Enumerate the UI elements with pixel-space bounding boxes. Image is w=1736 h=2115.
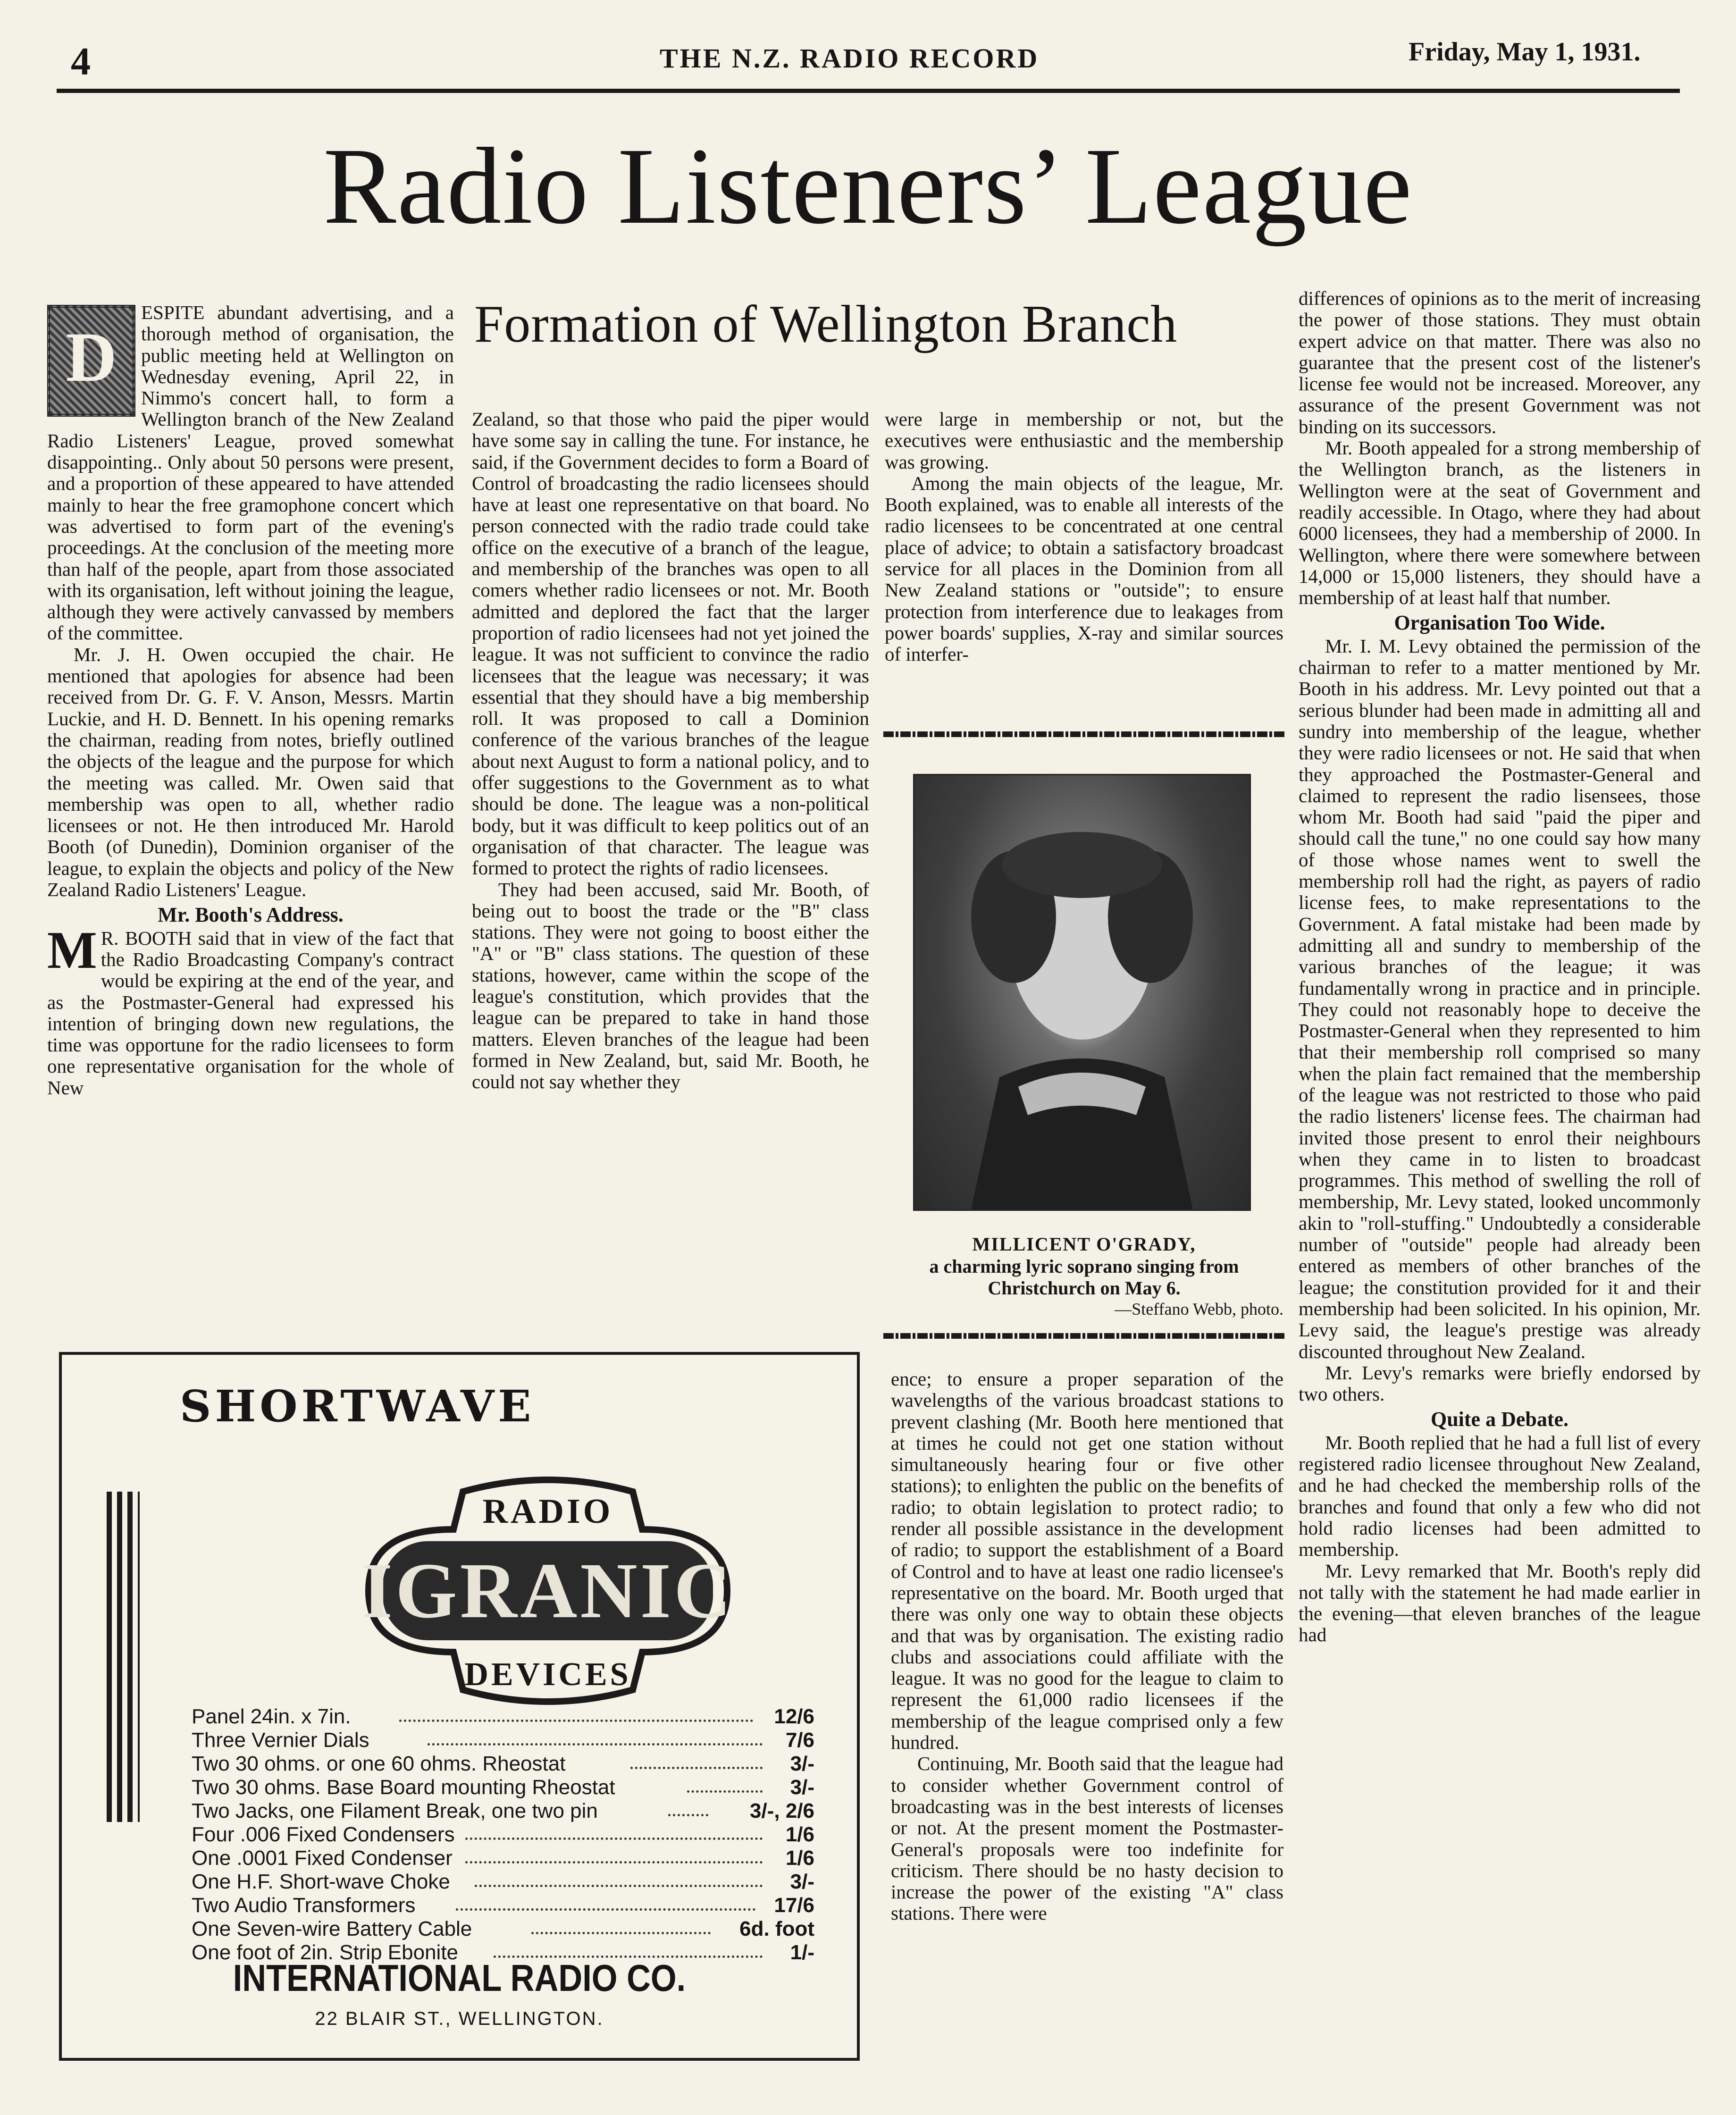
portrait-silhouette xyxy=(914,775,1250,1209)
article-column-1 xyxy=(47,302,454,1350)
paragraph: Zealand, so that those who paid the piper would have some say in calling the tune. For instance, he said, if the Government decides to form a Board of Control of broadcasting the radio licensees should have at least one representative on that board. No person connected with the radio trade could take office on the executive of a branch of the league, and membership of the branches was open to all comers whether radio licensees or not. Mr. Booth admitted and deplored the fact that the larger proportion of radio licensees had not yet joined the league. It was not sufficient to convince the radio licensees that the league was necessary; it was essential that they should have a big membership roll. It was proposed to call a Dominion conference of the various branches of the league about next August to form a national policy, and to offer suggestions to the Government as to what should be done. The league was a non-political body, but it was difficult to keep politics out of an organisation of that character. The league was formed to protect the rights of radio licensees. xyxy=(472,408,869,879)
price-value: 3/-, 2/6 xyxy=(750,1799,814,1822)
price-row xyxy=(192,1705,814,1729)
logo-bottom-text: DEVICES xyxy=(464,1656,631,1693)
dropcap-letter: D xyxy=(66,318,117,396)
article-column-2 xyxy=(472,409,869,1305)
price-value: 1/6 xyxy=(785,1823,814,1846)
article-column-4 xyxy=(1299,288,1701,2062)
price-item-label: Two 30 ohms. or one 60 ohms. Rheostat xyxy=(192,1752,566,1775)
price-value: 7/6 xyxy=(785,1729,814,1752)
issue-date: Friday, May 1, 1931. xyxy=(1409,37,1641,67)
price-item-label: One Seven-wire Battery Cable xyxy=(192,1917,472,1940)
price-value: 17/6 xyxy=(774,1894,814,1917)
paragraph: differences of opinions as to the merit of increasing the power of those stations. They must obtain expert advice on that matter. There was also no guarantee that the present cost of the listener's license fee would not be increased. Moreover, any assurance of the present Government was not binding on its successors. xyxy=(1299,287,1701,437)
section-subhead: Organisation Too Wide. xyxy=(1394,611,1605,635)
igranic-logo xyxy=(312,1459,784,1723)
leader-dots xyxy=(399,1720,753,1722)
price-value: 1/6 xyxy=(785,1846,814,1870)
price-item-label: One foot of 2in. Strip Ebonite xyxy=(192,1941,459,1964)
price-item-label: One .0001 Fixed Condenser xyxy=(192,1846,453,1870)
price-value: 1/- xyxy=(790,1941,814,1964)
leader-dots xyxy=(630,1767,763,1769)
paragraph: Among the main objects of the league, Mr. Booth explained, was to enable all interests of the radio licensees to be concentrated at one central place of advice; to obtain a satisfactory broadcast service for all places in the Dominion from all New Zealand stations or "outside"; to ensure protection from interference due to leakages from power boards' supplies, X-ray and similar sources of interfer- xyxy=(885,472,1283,665)
photo-caption-line2: Christchurch on May 6. xyxy=(988,1277,1181,1299)
leader-dots xyxy=(668,1814,708,1816)
price-row xyxy=(192,1846,814,1870)
price-row xyxy=(192,1917,814,1941)
price-row xyxy=(192,1870,814,1894)
leader-dots xyxy=(428,1743,763,1746)
paragraph: Mr. I. M. Levy obtained the permission of the chairman to refer to a matter mentioned by Mr. Booth in his address. Mr. Levy pointed out that a serious blunder had been made in admitting all and sundry into membership of the league, whether they were radio licensees or not. He said that when they approached the Postmaster-General and claimed to represent the radio lisensees, those whom Mr. Booth had said "paid the piper and should call the tune," no one could say how many of those whose names went to swell the membership roll had the right, as payers of radio license fees, to make representations to the Government. A fatal mistake had been made by admitting all and sundry to membership of the various branches of the league; it was fundamentally wrong in practice and in principle. They could not reasonably hope to deceive the Postmaster-General when they represented to him that their membership roll comprised so many when the plain fact remained that the membership of the league was not restricted to those who paid the radio listeners' license fees. The chairman had invited those present to enrol their neighbours when they came in to listen to broadcast programmes. This method of swelling the roll of membership, Mr. Levy stated, looked uncommonly akin to "roll-stuffing." Undoubtedly a considerable number of "outside" people had already been entered as members of other branches of the league; the constitution provided for it and their membership had been solicited. In his opinion, Mr. Levy said, the league's prestige was already discounted throughout New Zealand. xyxy=(1299,635,1701,1362)
paragraph: Mr. Booth replied that he had a full list of every registered radio licensee throughout New Zealand, and he had checked the membership rolls of the branches and found that only a few who did not hold radio licenses had been admitted to membership. xyxy=(1299,1431,1701,1561)
advertisement-box xyxy=(59,1352,860,2061)
price-row xyxy=(192,1894,814,1917)
price-item-label: Panel 24in. x 7in. xyxy=(192,1705,351,1728)
price-row xyxy=(192,1799,814,1823)
price-value: 6d. foot xyxy=(739,1917,814,1940)
dropcap-letter: M xyxy=(47,921,97,980)
ornamental-divider xyxy=(883,731,1284,737)
leader-dots xyxy=(531,1932,711,1934)
paragraph: were large in membership or not, but the executives were enthusiastic and the membership was growing. xyxy=(885,408,1283,473)
price-row xyxy=(192,1776,814,1799)
ad-title: SHORTWAVE xyxy=(180,1381,535,1432)
price-list xyxy=(192,1705,814,1988)
price-item-label: Two Jacks, one Filament Break, one two pin xyxy=(192,1799,598,1822)
portrait-photo xyxy=(913,774,1251,1211)
paragraph: Mr. Levy remarked that Mr. Booth's reply did not tally with the statement he had made earlier in the evening—that eleven branches of the league had xyxy=(1299,1560,1701,1646)
ad-address: 22 BLAIR ST., WELLINGTON. xyxy=(315,2008,604,2029)
section-subhead: Quite a Debate. xyxy=(1430,1408,1569,1431)
paragraph: Mr. Booth appealed for a strong membership of the Wellington branch, as the listeners in Wellington were at the seat of Government and readily accessible. In Otago, where they had about 6000 licensees, they had a membership of 2000. In Wellington, where there were somewhere between 14,000 or 15,000 listeners, they should have a membership of at least half that number. xyxy=(1299,437,1701,609)
article-column-3-top xyxy=(885,409,1283,711)
leader-dots xyxy=(687,1790,763,1793)
paragraph: ence; to ensure a proper separation of the wavelengths of the various broadcast stations to prevent clashing (Mr. Booth here mentioned that at times he could not get one station without simultaneously hearing four or five other stations); to enlighten the public on the benefits of radio; to obtain legislation to protect radio; to render all possible assistance in the development of radio; to support the establishment of a Board of Control and to have at least one radio licensee's representative on the board. Mr. Booth urged that there was only one way to obtain these objects and that was by organisation. The existing radio clubs and associations could affiliate with the league. It was no good for the league to claim to represent the 61,000 radio licensees if the membership of the league comprised only a few hundred. xyxy=(891,1368,1283,1754)
page-number: 4 xyxy=(71,40,91,84)
price-item-label: One H.F. Short-wave Choke xyxy=(192,1870,450,1893)
ornamental-divider xyxy=(883,1333,1284,1339)
price-value: 12/6 xyxy=(774,1705,814,1728)
price-value: 3/- xyxy=(790,1870,814,1893)
paragraph: Mr. J. H. Owen occupied the chair. He mentioned that apologies for absence had been received from Dr. G. F. V. Anson, Messrs. Martin Luckie, and H. D. Bennett. In his opening remarks the chairman, reading from notes, briefly outlined the objects of the league and the purpose for which the meeting was called. Mr. Owen said that membership was open to all, whether radio licensees or not. He then introduced Mr. Harold Booth (of Dunedin), Dominion organiser of the league, to explain the objects and policy of the New Zealand Radio Listeners' League. xyxy=(47,643,454,901)
photo-credit: —Steffano Webb, photo. xyxy=(1115,1300,1283,1318)
price-row xyxy=(192,1752,814,1776)
price-row xyxy=(192,1729,814,1752)
price-item-label: Four .006 Fixed Condensers xyxy=(192,1823,455,1846)
photo-caption-name: MILLICENT O'GRADY, xyxy=(972,1234,1196,1255)
article-column-3-bottom xyxy=(891,1368,1283,2048)
price-value: 3/- xyxy=(790,1752,814,1775)
logo-main-text: IGRANIC xyxy=(361,1547,734,1635)
price-item-label: Three Vernier Dials xyxy=(192,1729,369,1752)
dropcap-ornament xyxy=(47,305,135,417)
price-value: 3/- xyxy=(790,1776,814,1799)
paragraph: ESPITE abundant advertising, and a thorough method of organisation, the public meeting held at Wellington on Wednesday evening, April 22, in Nimmo's concert hall, to form a Wellington branch of the New Zealand Radio Listeners' League, proved somewhat disappointing.. Only about 50 persons were present, and a proportion of these appeared to have attended mainly to hear the free gramophone concert which was advertised to form part of the evening's proceedings. At the conclusion of the meeting more than half of the people, apart from those associated with its organisation, left without joining the league, although they were actively canvassed by members of the committee. xyxy=(47,302,454,644)
ad-vertical-bars xyxy=(107,1492,140,1822)
paragraph: R. BOOTH said that in view of the fact that the Radio Broadcasting Company's contract would be expiring at the end of the year, and as the Postmaster-General had expressed his intention of bringing down new regulations, the time was opportune for the radio licensees to form one representative organisation for the whole of New xyxy=(47,927,454,1099)
price-item-label: Two Audio Transformers xyxy=(192,1894,416,1917)
leader-dots xyxy=(465,1861,763,1863)
paragraph: Continuing, Mr. Booth said that the league had to consider whether Government control of broadcasting was in the best interests of licenses or not. At the present moment the Postmaster-General's proposals were too indefinite for criticism. There should be no hasty decision to increase the power of the existing "A" class stations. There were xyxy=(891,1753,1283,1924)
price-row xyxy=(192,1823,814,1846)
paragraph: Mr. Levy's remarks were briefly endorsed by two others. xyxy=(1299,1361,1701,1405)
paragraph: They had been accused, said Mr. Booth, of being out to boost the trade or the "B" class stations. They were not going to boost either the "A" or "B" class stations. The question of these stations, however, came within the scope of the league's constitution, which provides that the league can be prepared to take in hand those matters. Eleven branches of the league had been formed in New Zealand, but, said Mr. Booth, he could not say whether they xyxy=(472,878,869,1093)
price-item-label: Two 30 ohms. Base Board mounting Rheostat xyxy=(192,1776,615,1799)
leader-dots xyxy=(465,1838,763,1840)
leader-dots xyxy=(475,1885,763,1887)
leader-dots xyxy=(456,1908,755,1911)
section-subhead: Mr. Booth's Address. xyxy=(158,903,344,927)
masthead-rule xyxy=(57,89,1680,93)
logo-top-text: RADIO xyxy=(482,1492,613,1531)
photo-caption-line1: a charming lyric soprano singing from xyxy=(929,1256,1239,1277)
headline: Radio Listeners’ League xyxy=(323,126,1413,247)
publication-name: THE N.Z. RADIO RECORD xyxy=(660,43,1040,74)
subheadline: Formation of Wellington Branch xyxy=(474,295,1178,353)
ad-company-name: INTERNATIONAL RADIO CO. xyxy=(233,1957,686,1999)
